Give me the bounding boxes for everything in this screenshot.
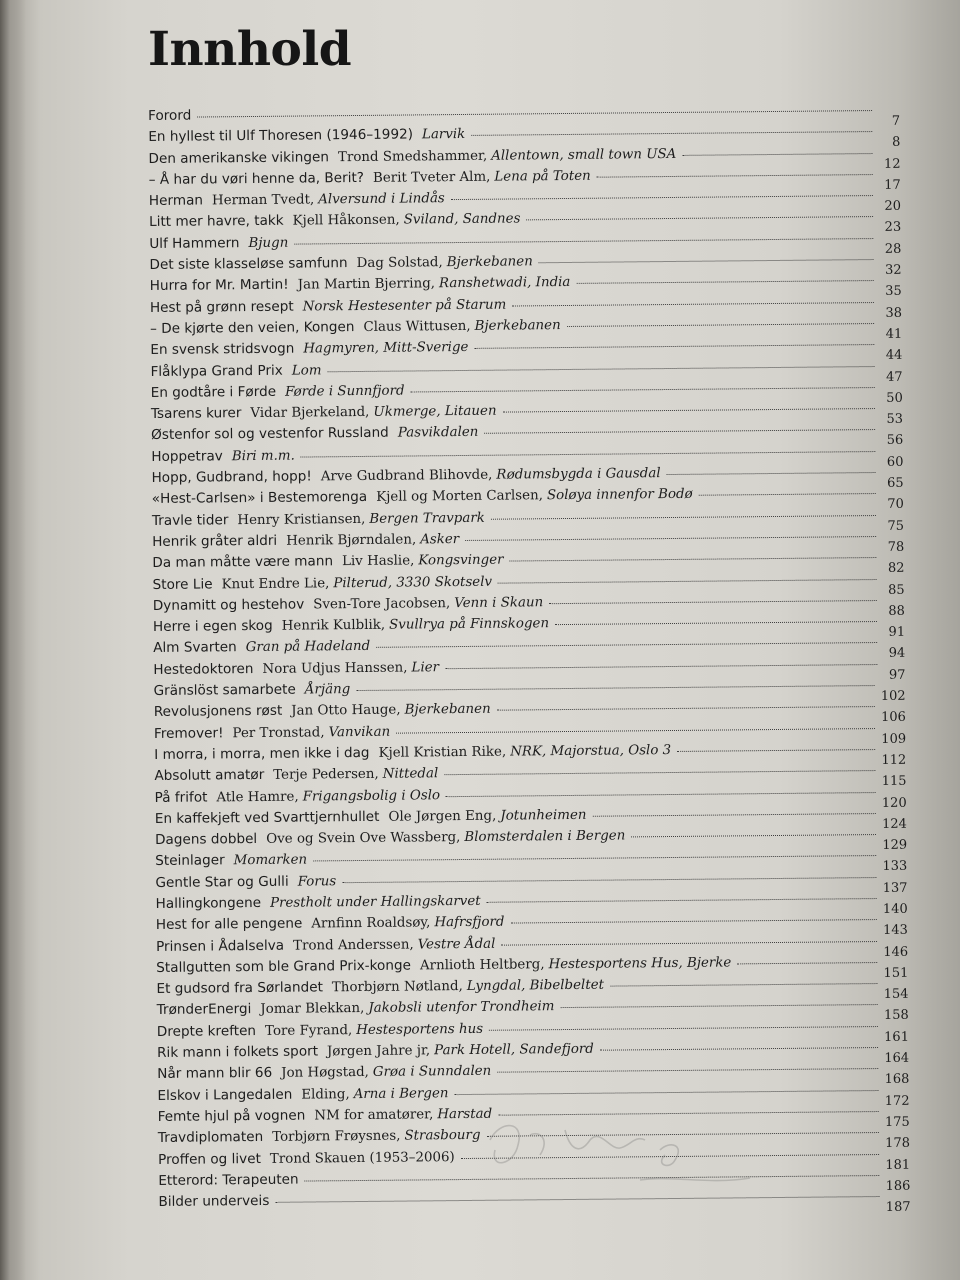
toc-leader-dots: [610, 982, 878, 987]
toc-leader-dots: [600, 1046, 878, 1051]
toc-leader-dots: [444, 769, 875, 775]
toc-entry-page: 75: [887, 518, 905, 534]
toc-entry-author: Claus Wittusen,: [363, 318, 471, 335]
toc-entry-title: På frifot: [154, 788, 208, 806]
toc-entry-author: Torbjørn Frøysnes,: [272, 1128, 401, 1146]
toc-entry-title: Steinlager: [155, 852, 225, 870]
toc-entry-page: 12: [883, 156, 901, 172]
toc-entry-place: Vestre Ådal: [417, 936, 496, 953]
toc-entry-title: Hestedoktoren: [153, 660, 254, 678]
toc-entry-author: Sven-Tore Jacobsen,: [313, 595, 451, 613]
toc-entry-author: Herman Tvedt,: [211, 192, 315, 209]
toc-entry-page: 91: [888, 624, 906, 641]
toc-leader-dots: [451, 194, 873, 200]
toc-entry-title: Proffen og livet: [158, 1150, 261, 1168]
toc-entry-page: 32: [884, 262, 902, 279]
toc-entry-title: Drepte kreften: [156, 1022, 257, 1040]
toc-entry-page: 178: [885, 1135, 911, 1152]
toc-leader-dots: [484, 428, 875, 434]
toc-entry-title: Bilder underveis: [158, 1193, 270, 1211]
toc-leader-dots: [699, 492, 876, 496]
toc-entry-author: Jomar Blekkan,: [260, 1001, 365, 1018]
toc-entry-place: Bjerkebanen: [474, 318, 561, 334]
toc-entry-page: 78: [887, 539, 905, 555]
toc-entry-page: 129: [882, 837, 908, 854]
toc-entry-place: NRK, Majorstua, Oslo 3: [510, 742, 672, 760]
toc-entry-page: 120: [881, 795, 907, 811]
toc-entry-title: Gränslöst samarbete: [153, 681, 296, 699]
toc-entry-place: Larvik: [421, 127, 466, 143]
toc-leader-dots: [197, 109, 872, 117]
toc-entry-page: 17: [884, 177, 901, 193]
toc-entry-page: 151: [883, 965, 909, 981]
toc-entry-author: Arve Gudbrand Blihovde,: [320, 467, 493, 485]
toc-leader-dots: [465, 535, 876, 541]
toc-entry-author: Knut Endre Lie,: [221, 575, 330, 592]
toc-entry-title: Hurra for Mr. Martin!: [149, 277, 289, 295]
toc-entry-title: Flåklypa Grand Prix: [150, 362, 283, 380]
toc-entry-author: Jan Martin Bjerring,: [297, 276, 436, 293]
toc-entry-title: Et gudsord fra Sørlandet: [156, 979, 323, 998]
toc-leader-dots: [313, 854, 876, 861]
toc-entry-place: Nittedal: [382, 766, 439, 782]
toc-entry-page: 161: [884, 1029, 910, 1045]
toc-entry-title: Hest på grønn resept: [149, 298, 294, 316]
toc-entry-place: Vanvikan: [328, 724, 391, 740]
toc-entry-place: Rødumsbygda i Gausdal: [496, 466, 661, 483]
toc-entry-author: Henrik Kulblik,: [281, 617, 386, 634]
toc-entry-page: 164: [884, 1050, 910, 1067]
toc-entry-place: Blomsterdalen i Bergen: [464, 828, 626, 846]
toc-entry-author: Kjell Håkonsen,: [292, 213, 400, 230]
toc-entry-place: Alversund i Lindås: [318, 191, 445, 208]
toc-entry-page: 85: [888, 582, 905, 598]
toc-entry-author: Atle Hamre,: [216, 789, 299, 805]
toc-entry-author: Nora Udjus Hanssen,: [262, 660, 408, 677]
toc-leader-dots: [446, 791, 876, 797]
toc-entry-title: En kaffekjeft ved Svarttjernhullet: [154, 808, 380, 827]
toc-entry-title: Dynamitt og hestehov: [152, 596, 305, 614]
toc-entry-place: Asker: [420, 531, 460, 548]
toc-leader-dots: [474, 343, 874, 349]
toc-entry-author: Henry Kristiansen,: [237, 511, 366, 528]
toc-entry-author: Berit Tveter Alm,: [372, 169, 491, 186]
toc-entry-title: Hallingkongene: [155, 894, 262, 912]
toc-leader-dots: [501, 940, 877, 946]
toc-entry-title: En hyllest til Ulf Thoresen (1946–1992): [148, 126, 414, 146]
table-of-contents: [148, 101, 911, 1216]
page-title: Innhold: [148, 22, 352, 77]
toc-entry-place: Soløya innenfor Bodø: [546, 487, 693, 504]
toc-entry-page: 106: [880, 710, 906, 726]
toc-entry-page: 70: [887, 497, 904, 513]
toc-entry-place: Sviland, Sandnes: [403, 211, 521, 229]
toc-entry-page: 186: [885, 1178, 911, 1194]
toc-entry-place: Forus: [297, 873, 337, 890]
toc-entry-page: 158: [883, 1008, 909, 1024]
toc-entry-page: 97: [888, 667, 906, 683]
toc-entry-author: Henrik Bjørndalen,: [286, 532, 417, 549]
toc-entry-page: 60: [886, 454, 904, 470]
toc-leader-dots: [376, 641, 877, 648]
toc-leader-dots: [454, 1089, 878, 1095]
toc-entry-page: 172: [884, 1093, 910, 1109]
toc-entry-page: 23: [884, 220, 902, 236]
toc-entry-page: 175: [884, 1114, 910, 1130]
toc-entry-title: Fremover!: [153, 724, 224, 742]
toc-entry-place: Arna i Bergen: [353, 1085, 449, 1102]
toc-entry-title: Etterord: Terapeuten: [158, 1171, 299, 1189]
toc-entry-title: Herman: [148, 192, 204, 210]
toc-leader-dots: [682, 152, 872, 156]
toc-entry-page: 56: [886, 433, 904, 449]
toc-entry-title: «Hest-Carlsen» i Bestemorenga: [151, 489, 368, 508]
toc-entry-title: Hopp, Gudbrand, hopp!: [151, 468, 312, 487]
toc-entry-page: 115: [881, 773, 907, 790]
toc-leader-dots: [677, 748, 875, 752]
toc-entry-page: 140: [882, 901, 908, 917]
toc-entry-author: Trond Skauen (1953–2006): [269, 1149, 455, 1167]
toc-leader-dots: [555, 620, 877, 625]
toc-entry-title: Da man måtte være mann: [152, 553, 334, 572]
toc-entry-place: Bjerkebanen: [404, 702, 491, 718]
toc-entry-author: Per Tronstad,: [232, 724, 325, 741]
toc-entry-title: Stallgutten som ble Grand Prix-konge: [156, 957, 412, 976]
toc-entry-place: Lier: [411, 659, 440, 676]
toc-entry-title: Dagens dobbel: [154, 831, 258, 849]
toc-entry-page: 35: [885, 284, 902, 300]
toc-entry-author: Trond Anderssen,: [293, 937, 414, 954]
toc-entry-author: Liv Haslie,: [342, 553, 415, 570]
toc-entry-author: Arnfinn Roaldsøy,: [311, 915, 431, 932]
toc-entry-author: Vidar Bjerkeland,: [250, 405, 370, 422]
toc-entry-place: Hestesportens Hus, Bjerke: [548, 955, 732, 973]
toc-entry-place: Prestholt under Hallingskarvet: [269, 893, 481, 911]
toc-entry-author: NM for amatører,: [314, 1107, 434, 1124]
toc-leader-dots: [667, 471, 876, 475]
toc-entry-place: Hestesportens hus: [356, 1021, 484, 1038]
toc-entry-page: 28: [884, 241, 902, 257]
toc-leader-dots: [539, 258, 874, 263]
toc-entry-page: 102: [880, 688, 906, 705]
toc-entry-place: Jakobsli utenfor Trondheim: [368, 999, 555, 1017]
toc-entry-place: Park Hotell, Sandefjord: [434, 1041, 594, 1059]
toc-entry-place: Ranshetwadi, India: [438, 275, 571, 292]
toc-entry-title: Østenfor sol og vestenfor Russland: [151, 425, 389, 444]
toc-leader-dots: [510, 556, 877, 562]
toc-entry-page: 154: [883, 986, 909, 1003]
toc-entry-title: Absolutt amatør: [154, 767, 265, 785]
toc-entry-page: 20: [884, 198, 902, 215]
toc-entry-page: 137: [882, 880, 908, 896]
toc-entry-place: Harstad: [437, 1106, 493, 1123]
toc-entry-author: Jørgen Jahre jr,: [326, 1043, 431, 1060]
toc-entry-page: 65: [887, 475, 904, 491]
toc-leader-dots: [342, 876, 876, 883]
toc-entry-author: Thorbjørn Nøtland,: [331, 979, 463, 996]
toc-entry-page: 8: [892, 135, 901, 151]
toc-entry-page: 109: [881, 731, 907, 747]
toc-entry-author: Dag Solstad,: [356, 255, 443, 272]
toc-leader-dots: [294, 237, 873, 245]
toc-leader-dots: [737, 961, 877, 964]
toc-entry-page: 7: [891, 113, 901, 129]
toc-entry-page: 124: [882, 816, 907, 832]
toc-entry-page: 133: [882, 859, 908, 875]
toc-entry-page: 112: [881, 752, 907, 768]
toc-entry-title: Travle tider: [151, 511, 229, 529]
toc-entry-page: 187: [885, 1199, 911, 1216]
toc-leader-dots: [549, 599, 877, 604]
toc-entry-place: Hagmyren, Mitt-Sverige: [303, 340, 469, 357]
toc-entry-author: Kjell og Morten Carlsen,: [376, 488, 544, 506]
toc-entry-title: Store Lie: [152, 575, 213, 593]
toc-entry-page: 143: [883, 923, 909, 939]
toc-leader-dots: [489, 1025, 878, 1031]
toc-entry-place: Bergen Travpark: [369, 510, 485, 527]
toc-entry-page: 168: [884, 1072, 910, 1088]
toc-entry-place: Allentown, small town USA: [491, 146, 677, 164]
toc-entry-place: Venn i Skaun: [454, 595, 544, 611]
toc-entry-page: 181: [885, 1157, 911, 1173]
toc-entry-title: Det siste klasseløse samfunn: [149, 255, 348, 274]
toc-leader-dots: [512, 301, 874, 306]
toc-entry-place: Grøa i Sunndalen: [372, 1064, 492, 1081]
toc-entry-place: Hafrsfjord: [434, 914, 505, 931]
toc-entry-author: Trond Smedshammer,: [337, 148, 488, 165]
toc-entry-author: Ove og Svein Ove Wassberg,: [266, 830, 461, 847]
toc-entry-author: Kjell Kristian Rike,: [378, 744, 507, 761]
toc-leader-dots: [567, 322, 874, 327]
toc-leader-dots: [327, 365, 874, 372]
toc-entry-place: Svullrya på Finnskogen: [389, 616, 550, 633]
toc-entry-page: 88: [888, 603, 905, 619]
toc-entry-place: Årjäng: [304, 682, 351, 698]
handwritten-signature: [470, 1110, 770, 1200]
book-binding-shadow: [0, 0, 26, 1280]
toc-entry-place: Ukmerge, Litauen: [373, 403, 497, 421]
toc-entry-title: Når mann blir 66: [157, 1065, 273, 1083]
toc-entry-title: Revolusjonens røst: [153, 703, 283, 721]
toc-entry-title: Den amerikanske vikingen: [148, 148, 330, 167]
toc-entry-place: Frigangsbolig i Oslo: [302, 787, 441, 805]
toc-leader-dots: [491, 514, 876, 520]
toc-entry-title: Hoppetrav: [151, 448, 223, 465]
toc-entry-title: Litt mer havre, takk: [149, 213, 284, 231]
toc-entry-place: Biri m.m.: [231, 448, 295, 464]
toc-leader-dots: [301, 450, 876, 458]
toc-entry-title: Henrik gråter aldri: [152, 532, 278, 550]
toc-entry-place: Lom: [291, 362, 322, 379]
toc-entry-page: 47: [885, 369, 903, 385]
toc-leader-dots: [445, 663, 877, 669]
toc-entry-author: Elding,: [301, 1086, 350, 1103]
toc-leader-dots: [631, 833, 876, 837]
toc-entry-title: Gentle Star og Gulli: [155, 873, 289, 891]
toc-entry-title: – De kjørte den veien, Kongen: [150, 318, 355, 337]
toc-entry-place: Momarken: [233, 852, 308, 869]
toc-entry-place: Norsk Hestesenter på Starum: [302, 297, 507, 315]
toc-entry-author: Jan Otto Hauge,: [291, 702, 401, 719]
toc-leader-dots: [592, 812, 876, 817]
toc-entry-title: Tsarens kurer: [150, 405, 242, 423]
toc-entry-place: Lena på Toten: [494, 168, 591, 185]
toc-entry-title: En godtåre i Førde: [150, 383, 277, 401]
toc-entry-title: Alm Svarten: [153, 639, 237, 657]
toc-entry-title: Travdiplomaten: [157, 1129, 264, 1147]
toc-entry-page: 41: [885, 326, 903, 342]
toc-leader-dots: [560, 1004, 877, 1009]
toc-entry-place: Pilterud, 3330 Skotselv: [333, 574, 493, 591]
toc-entry-title: Herre i egen skog: [152, 617, 273, 636]
toc-leader-dots: [471, 130, 872, 136]
toc-leader-dots: [576, 279, 873, 284]
toc-entry-place: Lyngdal, Bibelbeltet: [466, 977, 605, 995]
toc-entry-place: Gran på Hadeland: [245, 639, 371, 656]
toc-entry-page: 53: [886, 411, 904, 428]
toc-entry-title: Forord: [148, 107, 192, 124]
toc-leader-dots: [356, 684, 875, 691]
toc-entry-title: TrønderEnergi: [156, 1001, 252, 1019]
toc-entry-place: Jotunheimen: [500, 807, 587, 824]
toc-entry-title: Ulf Hammern: [149, 234, 240, 252]
toc-leader-dots: [411, 386, 875, 392]
toc-entry-place: Bjugn: [248, 235, 289, 251]
toc-entry-title: Rik mann i folkets sport: [156, 1043, 319, 1062]
toc-entry-title: – Å har du vøri henne da, Berit?: [148, 169, 365, 188]
toc-entry-page: 94: [888, 646, 906, 662]
toc-entry-author: Ole Jørgen Eng,: [388, 808, 497, 825]
toc-entry-author: Tore Fyrand,: [264, 1022, 353, 1039]
toc-entry-page: 50: [886, 390, 903, 406]
toc-entry-title: Prinsen i Ådalselva: [155, 937, 285, 955]
toc-leader-dots: [498, 578, 877, 584]
toc-leader-dots: [396, 727, 875, 734]
toc-entry-page: 38: [885, 305, 903, 321]
toc-entry-title: I morra, i morra, men ikke i dag: [154, 744, 370, 763]
toc-entry-title: En svensk stridsvogn: [150, 340, 295, 359]
toc-entry-place: Strasbourg: [404, 1128, 481, 1144]
toc-entry-place: Førde i Sunnfjord: [284, 383, 405, 400]
toc-entry-place: Pasvikdalen: [397, 425, 479, 442]
toc-entry-page: 44: [885, 348, 903, 364]
toc-leader-dots: [497, 705, 875, 711]
toc-leader-dots: [497, 1067, 878, 1073]
toc-entry-author: Jon Høgstad,: [281, 1065, 369, 1082]
toc-entry-title: Hest for alle pengene: [155, 915, 303, 934]
toc-entry-title: Elskov i Langedalen: [157, 1086, 293, 1104]
toc-entry-page: 82: [887, 560, 905, 577]
toc-entry-author: Terje Pedersen,: [273, 767, 379, 784]
toc-entry-place: Bjerkebanen: [446, 254, 533, 271]
toc-leader-dots: [503, 407, 875, 413]
toc-entry-author: Arnlioth Heltberg,: [419, 957, 545, 974]
toc-leader-dots: [510, 918, 877, 924]
toc-entry-title: Femte hjul på vognen: [157, 1107, 306, 1125]
toc-leader-dots: [526, 216, 873, 221]
toc-entry-place: Kongsvinger: [418, 552, 504, 569]
toc-entry-page: 146: [883, 944, 909, 960]
toc-leader-dots: [487, 897, 877, 903]
toc-leader-dots: [597, 173, 873, 178]
